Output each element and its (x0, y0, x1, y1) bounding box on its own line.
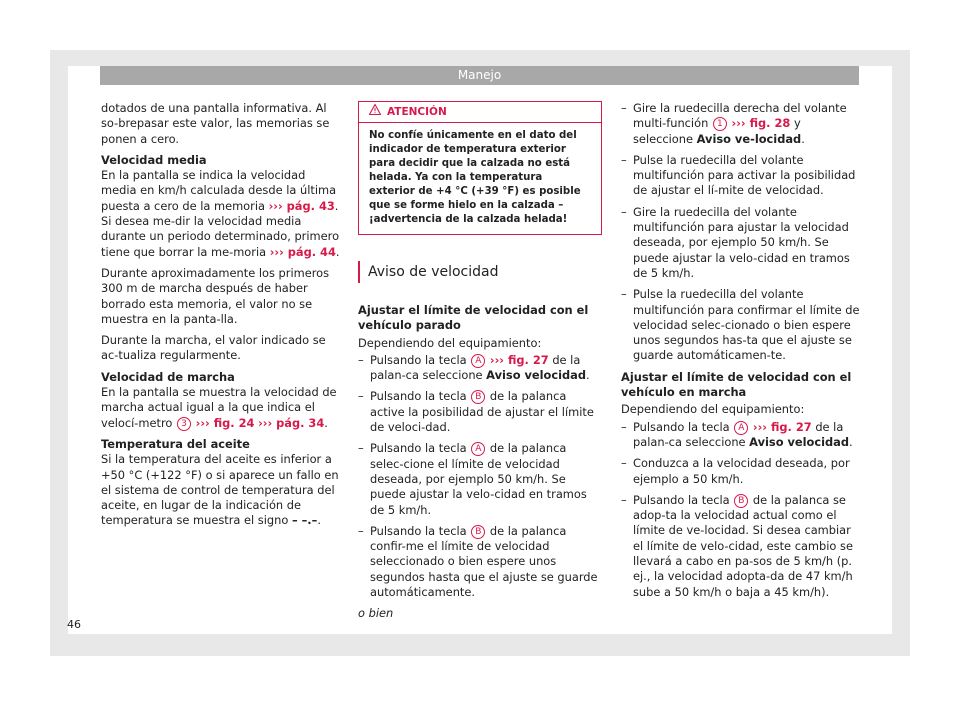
paragraph: Durante la marcha, el valor indicado se ac-tualiza regularmente. (101, 333, 326, 363)
list-item: – Gire la ruedecilla del volante multifunción para ajustar la velocidad deseada, por ejemplo 50 km/h. Se puede ajustar la velo-cidad en tramos de 5 km/h. (621, 205, 861, 281)
text: En la pantalla se muestra la velocidad de marcha actual igual a la que indica el velocí-metro (101, 385, 337, 430)
warning-text: No confíe únicamente en el dato del indicador de temperatura exterior para decidir que la calzada no está helada. Ya con la temperatura exterior de +4 °C (+39 °F) es posible que se forme hielo en la calzada – ¡advertencia de la calzada helada! (369, 130, 581, 225)
paragraph: Dependiendo del equipamiento: (358, 335, 542, 350)
list-item: – Pulse la ruedecilla del volante multifunción para confirmar el límite de velocidad selec-cionado o bien espere unos segundos has-ta que el ajuste se guarde automáticamen-te. (621, 287, 861, 363)
figure-link[interactable]: ››› fig. 28 (731, 116, 791, 131)
column-1 (101, 101, 341, 535)
page-link[interactable]: ››› pág. 34 (258, 415, 325, 430)
list-item: – Pulsando la tecla A de la palanca selec-cione el límite de velocidad deseada, por ejemplo 50 km/h. Se puede ajustar la velo-cidad en tramos de 5 km/h. (358, 441, 602, 517)
key-marker: A (471, 442, 485, 456)
list-item: – Pulsando la tecla A ››› fig. 27 de la palan-ca seleccione Aviso velocidad. (621, 420, 861, 451)
paragraph: Durante aproximadamente los primeros 300 m de marcha después de haber borrado esta memoria, el valor no se muestra en la panta-lla. (101, 265, 330, 326)
page-link[interactable]: ››› pág. 43 (268, 198, 335, 213)
text: En la pantalla se indica la velocidad media en km/h calculada desde la última puesta a cero de la memoria (101, 168, 337, 213)
subheading: Ajustar el límite de velocidad con el vehículo en marcha (621, 369, 852, 400)
column-3 (621, 101, 861, 606)
warning-title: ATENCIÓN (387, 106, 447, 118)
subheading: Velocidad de marcha (101, 369, 235, 384)
text: Si la temperatura del aceite es inferior a +50 °C (+122 °F) o si aparece un fallo en el sistema de control de temperatura del aceite, en lugar de la indicación de temperatura se muestra el signo (101, 452, 339, 528)
key-marker: A (734, 421, 748, 435)
list-item: – Pulsando la tecla A ››› fig. 27 de la palan-ca seleccione Aviso velocidad. (358, 353, 602, 384)
figure-link[interactable]: ››› fig. 27 (752, 419, 812, 434)
list-item: – Pulse la ruedecilla del volante multifunción para activar la posibilidad de ajustar el lí-mite de velocidad. (621, 153, 861, 199)
page-number: 46 (67, 618, 81, 631)
list-item: – Pulsando la tecla B de la palanca active la posibilidad de ajustar el límite de veloci-dad. (358, 389, 602, 435)
section-header: Manejo (100, 66, 859, 85)
section-title: Aviso de velocidad (358, 261, 602, 283)
list-item: – Pulsando la tecla B de la palanca confir-me el límite de velocidad seleccionado o bien espere unos segundos hasta que el ajuste se guarde automáticamente. (358, 524, 602, 600)
figure-link[interactable]: ››› fig. 24 (195, 415, 255, 430)
text: . (324, 415, 328, 430)
list-item: – Gire la ruedecilla derecha del volante multi-función 1 ››› fig. 28 y seleccione Aviso ve-locidad. (621, 101, 861, 147)
paragraph: dotados de una pantalla informativa. Al so-brepasar este valor, las memorias se ponen a cero. (101, 101, 330, 146)
subheading: Velocidad media (101, 152, 207, 167)
paragraph: Dependiendo del equipamiento: (621, 402, 805, 417)
warning-box (358, 101, 602, 235)
paragraph: o bien (358, 606, 394, 621)
list-item: – Pulsando la tecla B de la palanca se adop-ta la velocidad actual como el límite de ve-locidad. Si desea cambiar el límite de velo-cidad, este cambio se llevará a cabo en pa-sos de 5 km/h (p. ej., la velocidad adopta-da de 47 km/h sube a 50 km/h o baja a 45 km/h). (621, 493, 861, 600)
list-item: – Conduzca a la velocidad deseada, por ejemplo a 50 km/h. (621, 456, 861, 487)
key-marker: 1 (713, 117, 727, 131)
step-list (621, 420, 861, 600)
text: . (317, 513, 321, 528)
text: . (335, 244, 340, 259)
key-marker: B (734, 494, 748, 508)
key-marker: A (471, 354, 485, 368)
warning-header (359, 102, 601, 123)
figure-link[interactable]: ››› fig. 27 (489, 352, 549, 367)
subheading: Ajustar el límite de velocidad con el vehículo parado (358, 303, 589, 333)
step-list (621, 101, 861, 364)
callout-marker: 3 (177, 417, 191, 431)
key-marker: B (471, 390, 485, 404)
column-2 (358, 101, 602, 628)
text: . Si desea me-dir la velocidad media durante un periodo determinado, primero tiene que borrar la me-moria (101, 198, 340, 259)
page-link[interactable]: ››› pág. 44 (269, 244, 336, 259)
subheading: Temperatura del aceite (101, 436, 250, 451)
key-marker: B (471, 525, 485, 539)
text: – –.– (291, 513, 318, 528)
step-list (358, 353, 602, 600)
warning-triangle-icon (369, 102, 381, 122)
